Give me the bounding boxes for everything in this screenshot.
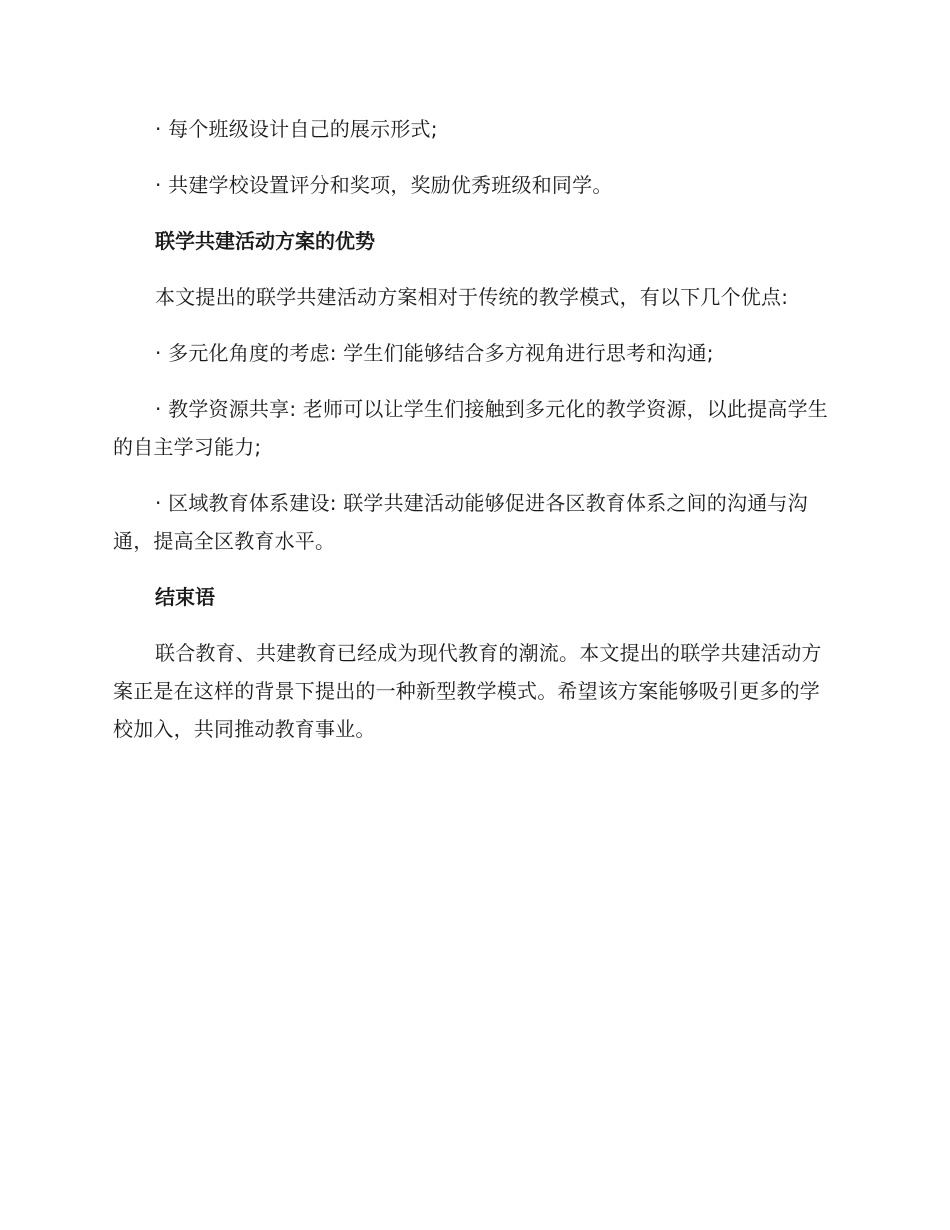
- section-heading-advantages: 联学共建活动方案的优势: [155, 229, 375, 253]
- document-body: [113, 110, 833, 748]
- bullet-item: · 教学资源共享: 老师可以让学生们接触到多元化的教学资源，以此提高学生的自主学习能力;: [113, 397, 829, 459]
- conclusion-paragraph: 联合教育、共建教育已经成为现代教育的潮流。本文提出的联学共建活动方案正是在这样的背景下提出的一种新型教学模式。希望该方案能够吸引更多的学校加入，共同推动教育事业。: [113, 641, 822, 741]
- bullet-item: · 每个班级设计自己的展示形式;: [155, 117, 438, 141]
- bullet-item: · 多元化角度的考虑: 学生们能够结合多方视角进行思考和沟通;: [155, 341, 714, 365]
- bullet-item: · 区域教育体系建设: 联学共建活动能够促进各区教育体系之间的沟通与沟通，提高全区教育水平。: [113, 491, 808, 553]
- advantages-intro-paragraph: 本文提出的联学共建活动方案相对于传统的教学模式，有以下几个优点:: [155, 285, 789, 309]
- bullet-item: · 共建学校设置评分和奖项，奖励优秀班级和同学。: [155, 173, 613, 197]
- section-heading-conclusion: 结束语: [155, 585, 215, 609]
